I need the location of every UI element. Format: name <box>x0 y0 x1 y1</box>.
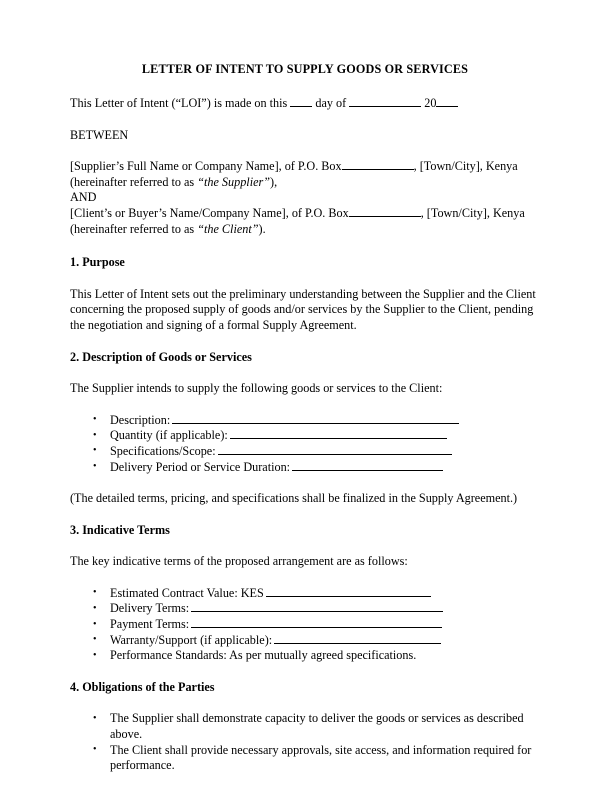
parties-block <box>70 159 540 237</box>
client-name-placeholder: [Client’s or Buyer’s Name/Company Name], of P.O. Box <box>70 205 349 220</box>
client-designation-line <box>70 222 540 238</box>
bullet-label: Specifications/Scope: <box>110 443 216 458</box>
year-blank[interactable] <box>436 97 458 107</box>
intro-text-before-day: This Letter of Intent (“LOI”) is made on this <box>70 96 288 110</box>
supplier-name-placeholder: [Supplier’s Full Name or Company Name], of P.O. Box <box>70 159 342 174</box>
list-item <box>70 711 540 742</box>
bullet-label: The Client shall provide necessary approvals, site access, and information required for performance. <box>110 742 532 773</box>
supplier-line-tail: , [Town/City], Kenya <box>413 159 518 174</box>
client-line-tail: , [Town/City], Kenya <box>420 205 525 220</box>
intro-paragraph <box>70 96 540 112</box>
client-pobox-blank[interactable] <box>349 207 421 217</box>
list-item <box>70 428 540 444</box>
client-designation-prefix: (hereinafter referred to as <box>70 221 195 236</box>
bullet-label: Delivery Period or Service Duration: <box>110 459 291 474</box>
supplier-designation-prefix: (hereinafter referred to as <box>70 174 195 189</box>
bullet-blank[interactable] <box>218 445 452 455</box>
list-item <box>70 617 540 633</box>
bullet-label: Payment Terms: <box>110 617 190 632</box>
list-item <box>70 648 540 664</box>
section-body-purpose: This Letter of Intent sets out the preliminary understanding between the Supplier and the Client concerning the proposed supply of goods and/or services by the Supplier to the Client, pending the negotiation and signing of a formal Supply Agreement. <box>70 286 536 332</box>
page-title: LETTER OF INTENT TO SUPPLY GOODS OR SERVICES <box>141 62 469 76</box>
bullet-label: Performance Standards: As per mutually agreed specifications. <box>110 648 417 663</box>
section-heading-obligations: 4. Obligations of the Parties <box>70 679 215 694</box>
client-designation-suffix: ). <box>258 221 266 236</box>
day-blank[interactable] <box>290 97 312 107</box>
list-item <box>70 444 540 460</box>
list-item <box>70 460 540 476</box>
between-label: BETWEEN <box>70 127 129 142</box>
bullet-label: Estimated Contract Value: KES <box>110 585 264 600</box>
list-item <box>70 633 540 649</box>
section-body-description: The Supplier intends to supply the following goods or services to the Client: <box>70 381 443 396</box>
supplier-designation-suffix: ), <box>270 174 278 189</box>
supplier-designation-line <box>70 175 540 191</box>
bullet-label: Delivery Terms: <box>110 601 190 616</box>
bullet-blank[interactable] <box>172 414 459 424</box>
bullet-blank[interactable] <box>230 430 447 440</box>
bullet-label: Warranty/Support (if applicable): <box>110 632 273 647</box>
list-item <box>70 743 540 774</box>
bullet-blank[interactable] <box>191 618 442 628</box>
bullet-blank[interactable] <box>274 634 441 644</box>
client-designation: “the Client” <box>197 221 259 236</box>
section-heading-description: 2. Description of Goods or Services <box>70 349 252 364</box>
bullet-blank[interactable] <box>191 603 443 613</box>
bullet-label: Description: <box>110 412 171 427</box>
section-heading-indicative-terms: 3. Indicative Terms <box>70 522 170 537</box>
supplier-line <box>70 159 540 175</box>
supplier-pobox-blank[interactable] <box>342 160 414 170</box>
bullet-label: The Supplier shall demonstrate capacity to deliver the goods or services as described above. <box>110 711 524 742</box>
indicative-terms-bullet-list <box>70 586 540 664</box>
intro-text-day-of: day of <box>315 96 347 110</box>
section-body-indicative-terms: The key indicative terms of the proposed arrangement are as follows: <box>70 554 408 569</box>
supplier-designation: “the Supplier” <box>197 174 271 189</box>
list-item <box>70 586 540 602</box>
bullet-label: Quantity (if applicable): <box>110 428 228 443</box>
obligations-bullet-list <box>70 711 540 773</box>
section-heading-purpose: 1. Purpose <box>70 255 125 270</box>
client-line <box>70 206 540 222</box>
bullet-blank[interactable] <box>266 587 431 597</box>
description-bullet-list <box>70 413 540 475</box>
month-blank[interactable] <box>349 97 421 107</box>
list-item <box>70 601 540 617</box>
description-note: (The detailed terms, pricing, and specifications shall be finalized in the Supply Agreement.) <box>70 491 518 506</box>
bullet-blank[interactable] <box>292 461 443 471</box>
list-item <box>70 413 540 429</box>
intro-year-prefix: 20 <box>424 96 437 110</box>
and-label: AND <box>70 190 97 205</box>
